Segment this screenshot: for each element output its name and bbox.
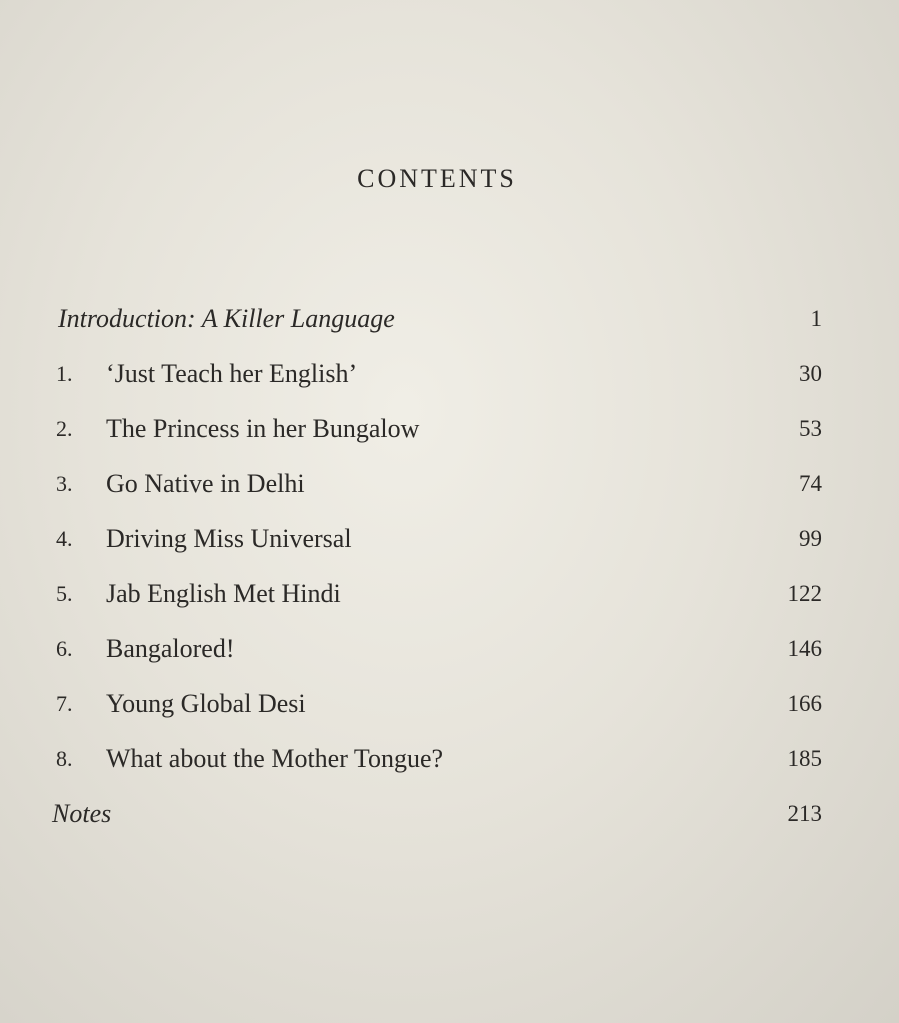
toc-entry-page: 30 [799,361,822,386]
toc-entry-chapter-4 [0,514,899,569]
toc-entry-number: 8. [56,746,73,771]
toc-entry-number: 4. [56,526,73,551]
toc-entry-title: Driving Miss Universal [106,524,352,553]
toc-entry-title: Young Global Desi [106,689,306,718]
toc-entry-title: ‘Just Teach her English’ [106,359,358,388]
toc-entry-number: 7. [56,691,73,716]
toc-entry-page: 99 [799,526,822,551]
toc-entry-page: 1 [810,306,822,331]
table-of-contents [0,294,899,844]
toc-entry-title: Bangalored! [106,634,235,663]
toc-entry-page: 166 [787,691,822,716]
toc-entry-chapter-7 [0,679,899,734]
toc-entry-title: Notes [52,799,112,828]
toc-entry-title: What about the Mother Tongue? [106,744,444,773]
toc-entry-title: Jab English Met Hindi [106,579,341,608]
toc-entry-page: 122 [787,581,822,606]
toc-entry-chapter-2 [0,404,899,459]
toc-entry-introduction [0,294,899,349]
toc-entry-number: 2. [56,416,73,441]
toc-entry-chapter-3 [0,459,899,514]
toc-entry-title: Introduction: A Killer Language [58,304,395,333]
toc-entry-page: 53 [799,416,822,441]
toc-entry-chapter-1 [0,349,899,404]
toc-entry-page: 146 [787,636,822,661]
toc-entry-page: 74 [799,471,822,496]
toc-entry-number: 3. [56,471,73,496]
toc-entry-page: 213 [787,801,822,826]
toc-entry-title: The Princess in her Bungalow [106,414,420,443]
toc-entry-notes [0,789,899,844]
toc-entry-number: 5. [56,581,73,606]
toc-entry-title: Go Native in Delhi [106,469,305,498]
toc-entry-chapter-5 [0,569,899,624]
toc-entry-number: 1. [56,361,73,386]
toc-entry-chapter-6 [0,624,899,679]
toc-entry-chapter-8 [0,734,899,789]
contents-heading: CONTENTS [357,164,517,193]
toc-entry-page: 185 [787,746,822,771]
toc-entry-number: 6. [56,636,73,661]
